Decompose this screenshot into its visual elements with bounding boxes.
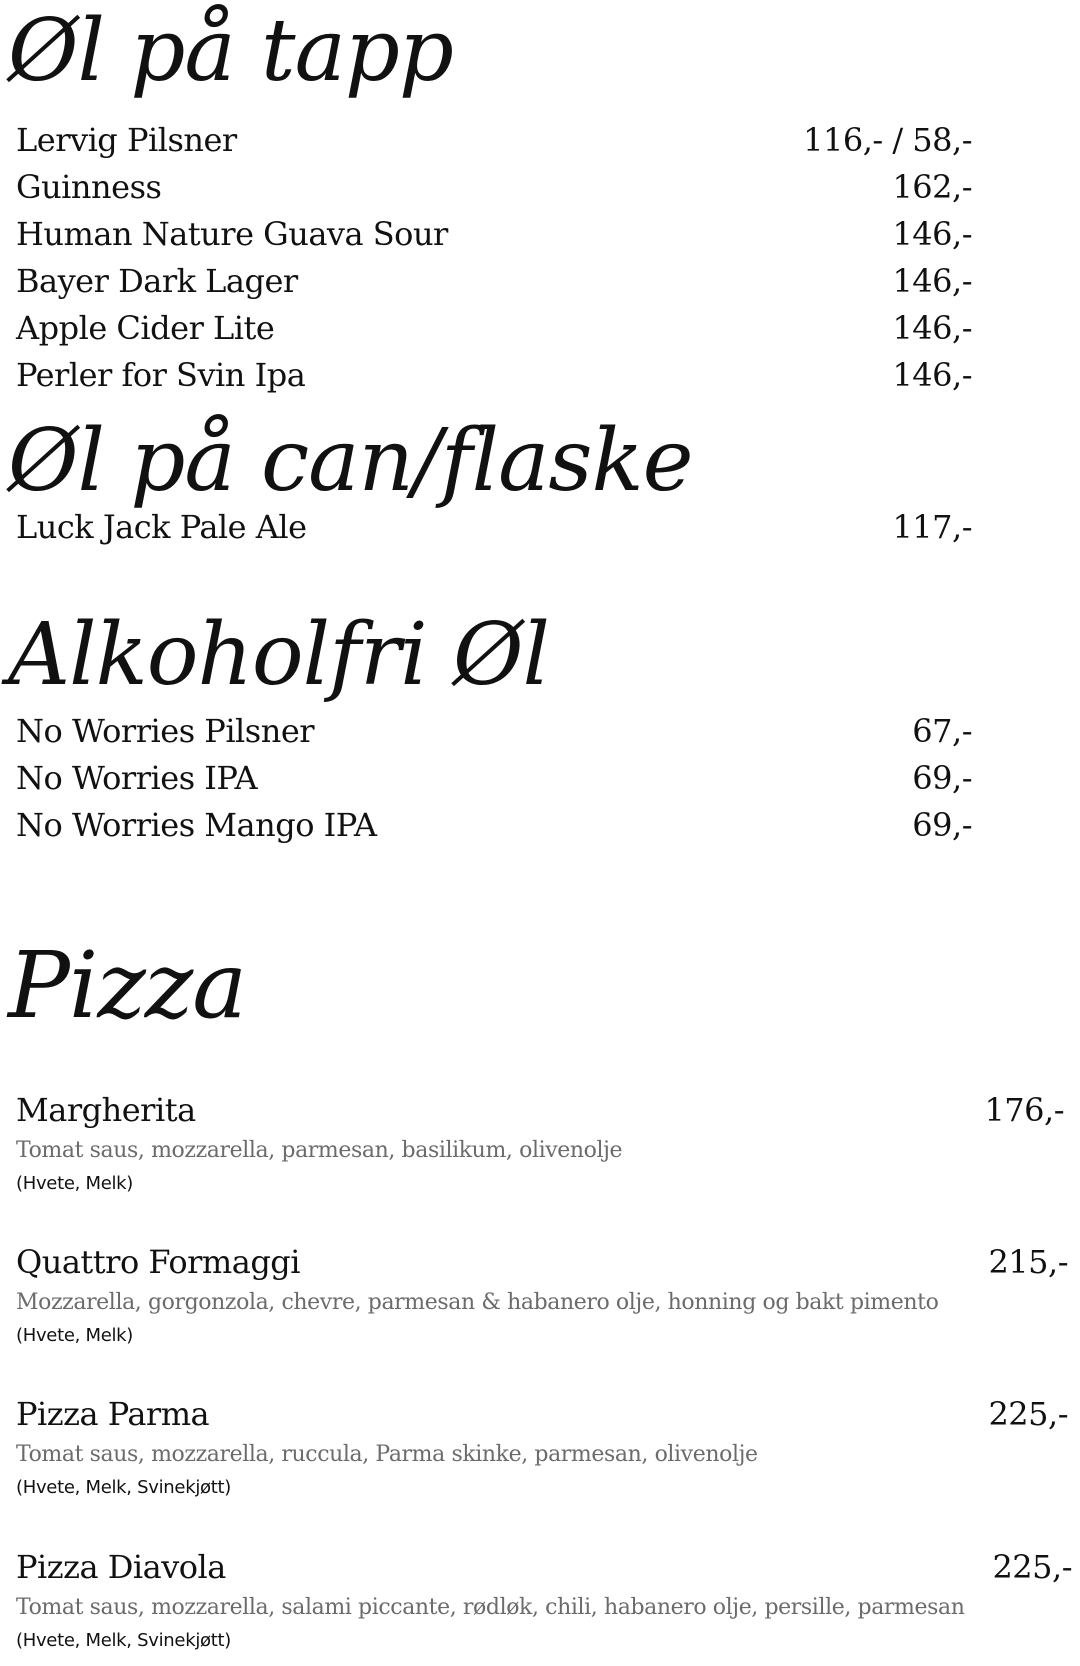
- item-name: Human Nature Guava Sour: [16, 215, 448, 253]
- item-name: No Worries Mango IPA: [16, 806, 377, 844]
- menu-item: [16, 503, 1030, 551]
- pizza-name: Margherita: [16, 1091, 196, 1129]
- pizza-description: Tomat saus, mozzarella, salami piccante, rødløk, chili, habanero olje, persille, parmesan: [16, 1595, 965, 1620]
- pizza-allergens: (Hvete, Melk, Svinekjøtt): [16, 1477, 231, 1498]
- item-price: 146,-: [892, 309, 972, 347]
- menu-item: [16, 257, 1030, 305]
- section-heading-ol-pa-tapp: Øl på tapp: [8, 1, 453, 101]
- menu-item: [16, 163, 1030, 211]
- item-name: Bayer Dark Lager: [16, 262, 298, 300]
- section-heading-ol-pa-can-flaske: Øl på can/flaske: [8, 411, 693, 511]
- pizza-price: 225,-: [992, 1548, 1072, 1586]
- item-price: 69,-: [912, 806, 972, 844]
- section-heading-pizza: Pizza: [8, 932, 247, 1039]
- item-name: No Worries Pilsner: [16, 712, 315, 750]
- item-name: Luck Jack Pale Ale: [16, 508, 307, 546]
- pizza-description: Tomat saus, mozzarella, ruccula, Parma skinke, parmesan, olivenolje: [16, 1442, 758, 1467]
- menu-item: [16, 801, 1030, 849]
- item-price: 146,-: [892, 356, 972, 394]
- item-name: Lervig Pilsner: [16, 121, 237, 159]
- item-price: 67,-: [912, 712, 972, 750]
- item-name: Apple Cider Lite: [16, 309, 275, 347]
- pizza-price: 225,-: [988, 1395, 1068, 1433]
- item-name: Guinness: [16, 168, 162, 206]
- item-name: Perler for Svin Ipa: [16, 356, 306, 394]
- menu-item: [16, 116, 1030, 164]
- item-price: 69,-: [912, 759, 972, 797]
- pizza-allergens: (Hvete, Melk): [16, 1325, 134, 1346]
- pizza-price: 176,-: [984, 1091, 1064, 1129]
- section-heading-alkoholfri-ol: Alkoholfri Øl: [8, 605, 549, 705]
- pizza-name: Pizza Parma: [16, 1395, 210, 1433]
- menu-item: [16, 707, 1030, 755]
- item-price: 117,-: [892, 508, 972, 546]
- item-price: 146,-: [892, 215, 972, 253]
- pizza-name: Pizza Diavola: [16, 1548, 226, 1586]
- pizza-allergens: (Hvete, Melk, Svinekjøtt): [16, 1630, 231, 1651]
- menu-item: [16, 210, 1030, 258]
- pizza-description: Mozzarella, gorgonzola, chevre, parmesan & habanero olje, honning og bakt pimento: [16, 1290, 939, 1315]
- item-price: 146,-: [892, 262, 972, 300]
- item-price: 162,-: [892, 168, 972, 206]
- pizza-price: 215,-: [988, 1243, 1068, 1281]
- menu-item: [16, 304, 1030, 352]
- pizza-allergens: (Hvete, Melk): [16, 1173, 134, 1194]
- item-price: 116,- / 58,-: [803, 121, 972, 159]
- item-name: No Worries IPA: [16, 759, 258, 797]
- menu-item: [16, 351, 1030, 399]
- menu-item: [16, 754, 1030, 802]
- pizza-name: Quattro Formaggi: [16, 1243, 301, 1281]
- pizza-description: Tomat saus, mozzarella, parmesan, basilikum, olivenolje: [16, 1138, 623, 1163]
